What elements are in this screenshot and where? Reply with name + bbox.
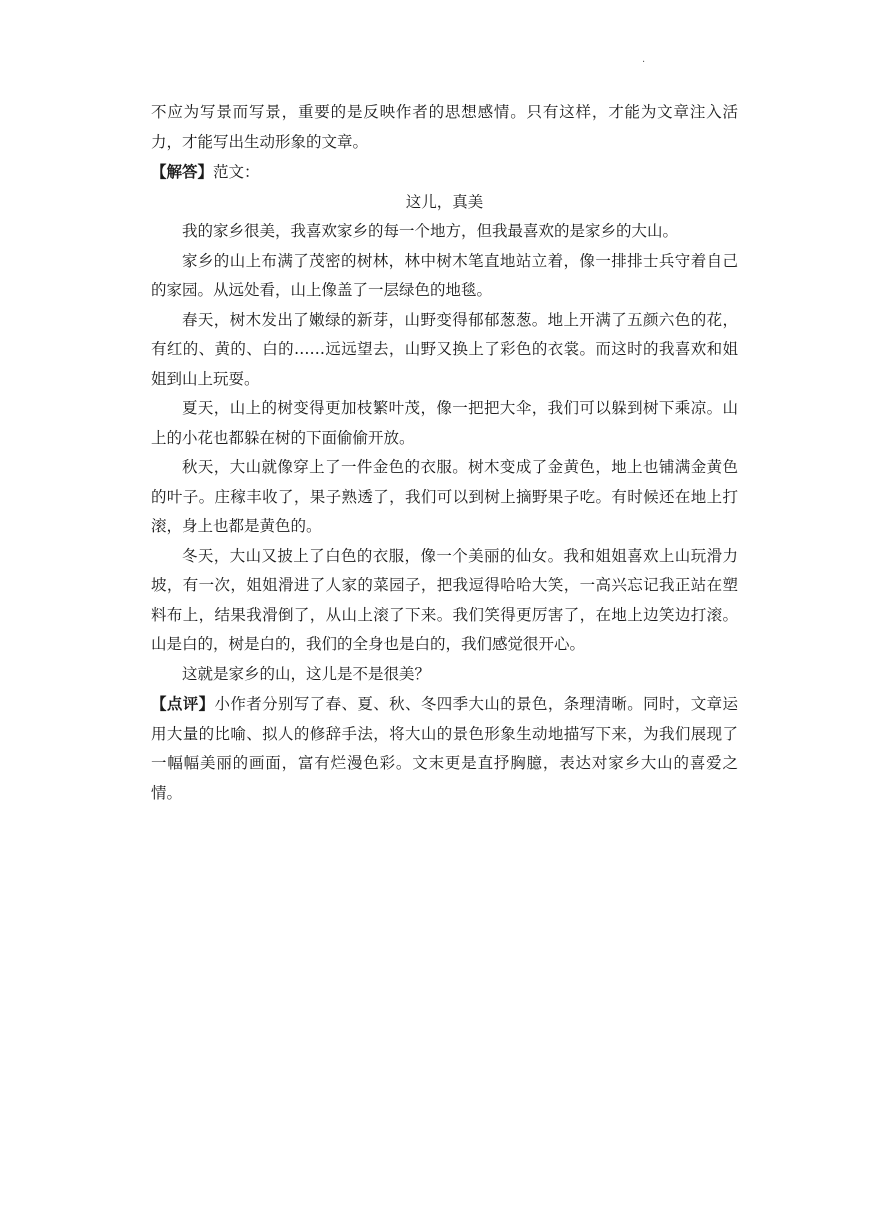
essay-paragraph: 这就是家乡的山，这儿是不是很美？ — [182, 664, 431, 683]
essay-title: 这儿，真美 — [405, 192, 484, 211]
comment-paragraph — [151, 689, 738, 808]
document-body — [151, 98, 738, 808]
comment-text: 小作者分别写了春、夏、秋、冬四季大山的景色，条理清晰。同时，文章运用大量的比喻、拟人的修辞手法，将大山的景色形象生动地描写下来，为我们展现了一幅幅美丽的画面，富有烂漫色彩。文末更是直抒胸臆，表达对家乡大山的喜爱之情。 — [151, 695, 738, 802]
answer-label: 【解答】 — [151, 162, 214, 181]
essay-paragraph: 家乡的山上布满了茂密的树林，林中树木笔直地站立着，像一排排士兵守着自己的家园。从远处看，山上像盖了一层绿色的地毯。 — [151, 251, 738, 299]
answer-text: 范文： — [213, 163, 260, 181]
comment-label: 【点评】 — [151, 694, 215, 713]
intro-paragraph: 不应为写景而写景，重要的是反映作者的思想感情。只有这样，才能为文章注入活力，才能写出生动形象的文章。 — [151, 103, 738, 151]
essay-paragraph: 我的家乡很美，我喜欢家乡的每一个地方，但我最喜欢的是家乡的大山。 — [182, 222, 679, 240]
answer-heading — [151, 157, 738, 188]
essay-paragraph: 冬天，大山又披上了白色的衣服，像一个美丽的仙女。我和姐姐喜欢上山玩滑力坡，有一次，姐姐滑进了人家的菜园子，把我逗得哈哈大笑，一高兴忘记我正站在塑料布上，结果我滑倒了，从山上滚了下来。我们笑得更厉害了，在地上边笑边打滚。山是白的，树是白的，我们的全身也是白的，我们感觉很开心。 — [151, 546, 738, 653]
essay-paragraph: 秋天，大山就像穿上了一件金色的衣服。树木变成了金黄色，地上也铺满金黄色的叶子。庄稼丰收了，果子熟透了，我们可以到树上摘野果子吃。有时候还在地上打滚，身上也都是黄色的。 — [151, 458, 738, 535]
page-mark: . — [642, 54, 646, 65]
essay-paragraph: 春天，树木发出了嫩绿的新芽，山野变得郁郁葱葱。地上开满了五颜六色的花，有红的、黄的、白的……远远望去，山野又换上了彩色的衣裳。而这时的我喜欢和姐姐到山上玩耍。 — [151, 310, 738, 388]
essay-paragraph: 夏天，山上的树变得更加枝繁叶茂，像一把把大伞，我们可以躲到树下乘凉。山上的小花也都躲在树的下面偷偷开放。 — [151, 399, 738, 447]
